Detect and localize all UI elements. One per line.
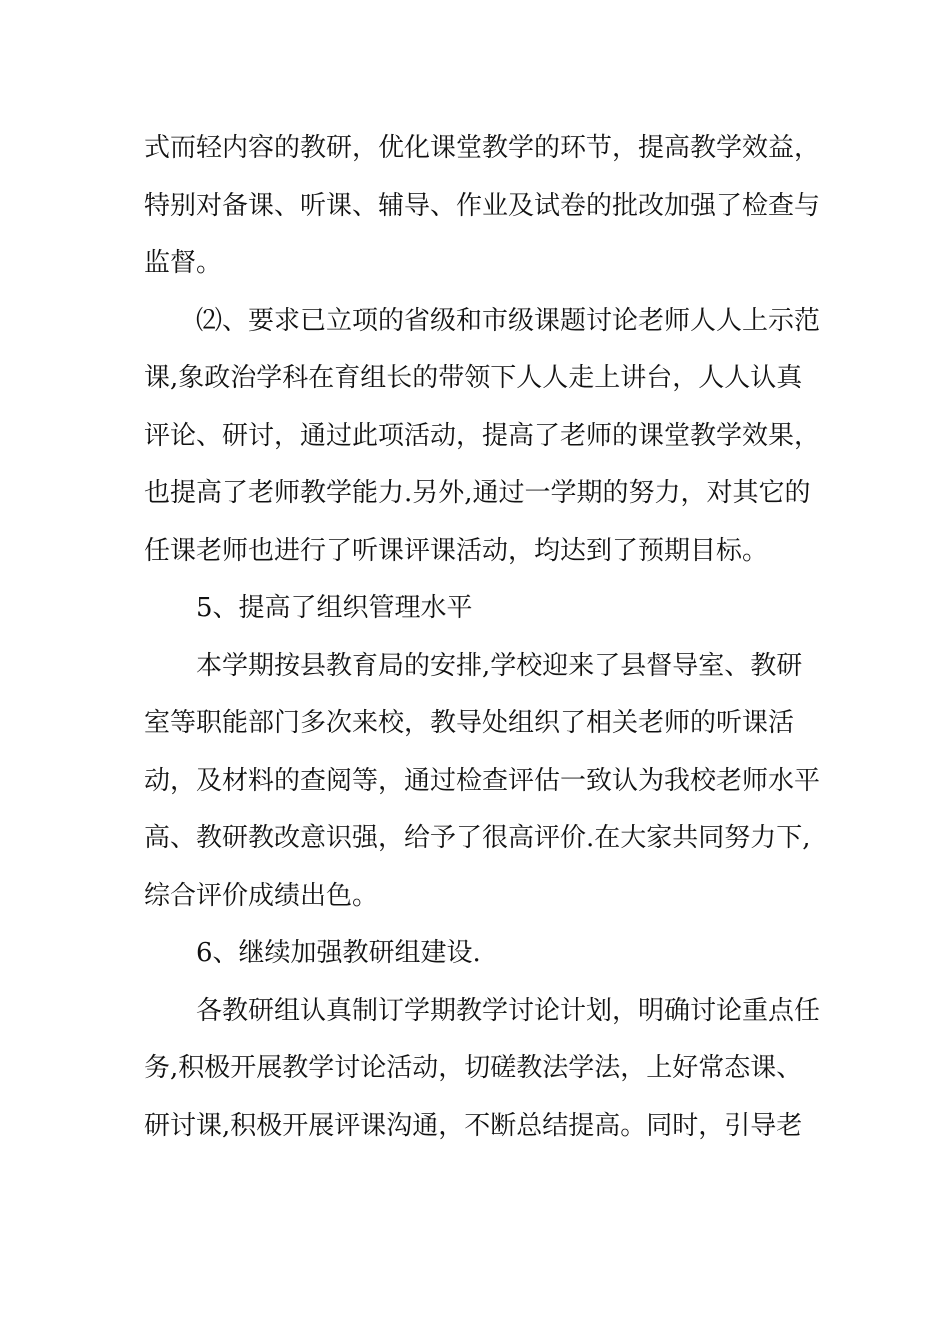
paragraph-section-5: 本学期按县教育局的安排,学校迎来了县督导室、教研室等职能部门多次来校，教导处组织了相关老师的听课活动，及材料的查阅等，通过检查评估一致认为我校老师水平高、教研教改意识强，给予了很高评价.在大家共同努力下,综合评价成绩出色。: [144, 650, 821, 911]
paragraph-section-6: 各教研组认真制订学期教学讨论计划，明确讨论重点任务,积极开展教学讨论活动，切磋教法学法，上好常态课、研讨课,积极开展评课沟通，不断总结提高。同时，引导老: [144, 995, 821, 1141]
section-heading-6: 6、继续加强教研组建设.: [196, 938, 481, 968]
paragraph-item-2: ⑵、要求已立项的省级和市级课题讨论老师人人上示范课,象政治学科在育组长的带领下人人走上讲台，人人认真评论、研讨，通过此项活动，提高了老师的课堂教学效果，也提高了老师教学能力.另外,通过一学期的努力，对其它的任课老师也进行了听课评课活动，均达到了预期目标。: [144, 305, 821, 566]
section-heading-5: 5、提高了组织管理水平: [196, 593, 473, 623]
paragraph-continued: 式而轻内容的教研，优化课堂教学的环节，提高教学效益，特别对备课、听课、辅导、作业及试卷的批改加强了检查与监督。: [144, 133, 821, 278]
document-body: [144, 120, 824, 1155]
